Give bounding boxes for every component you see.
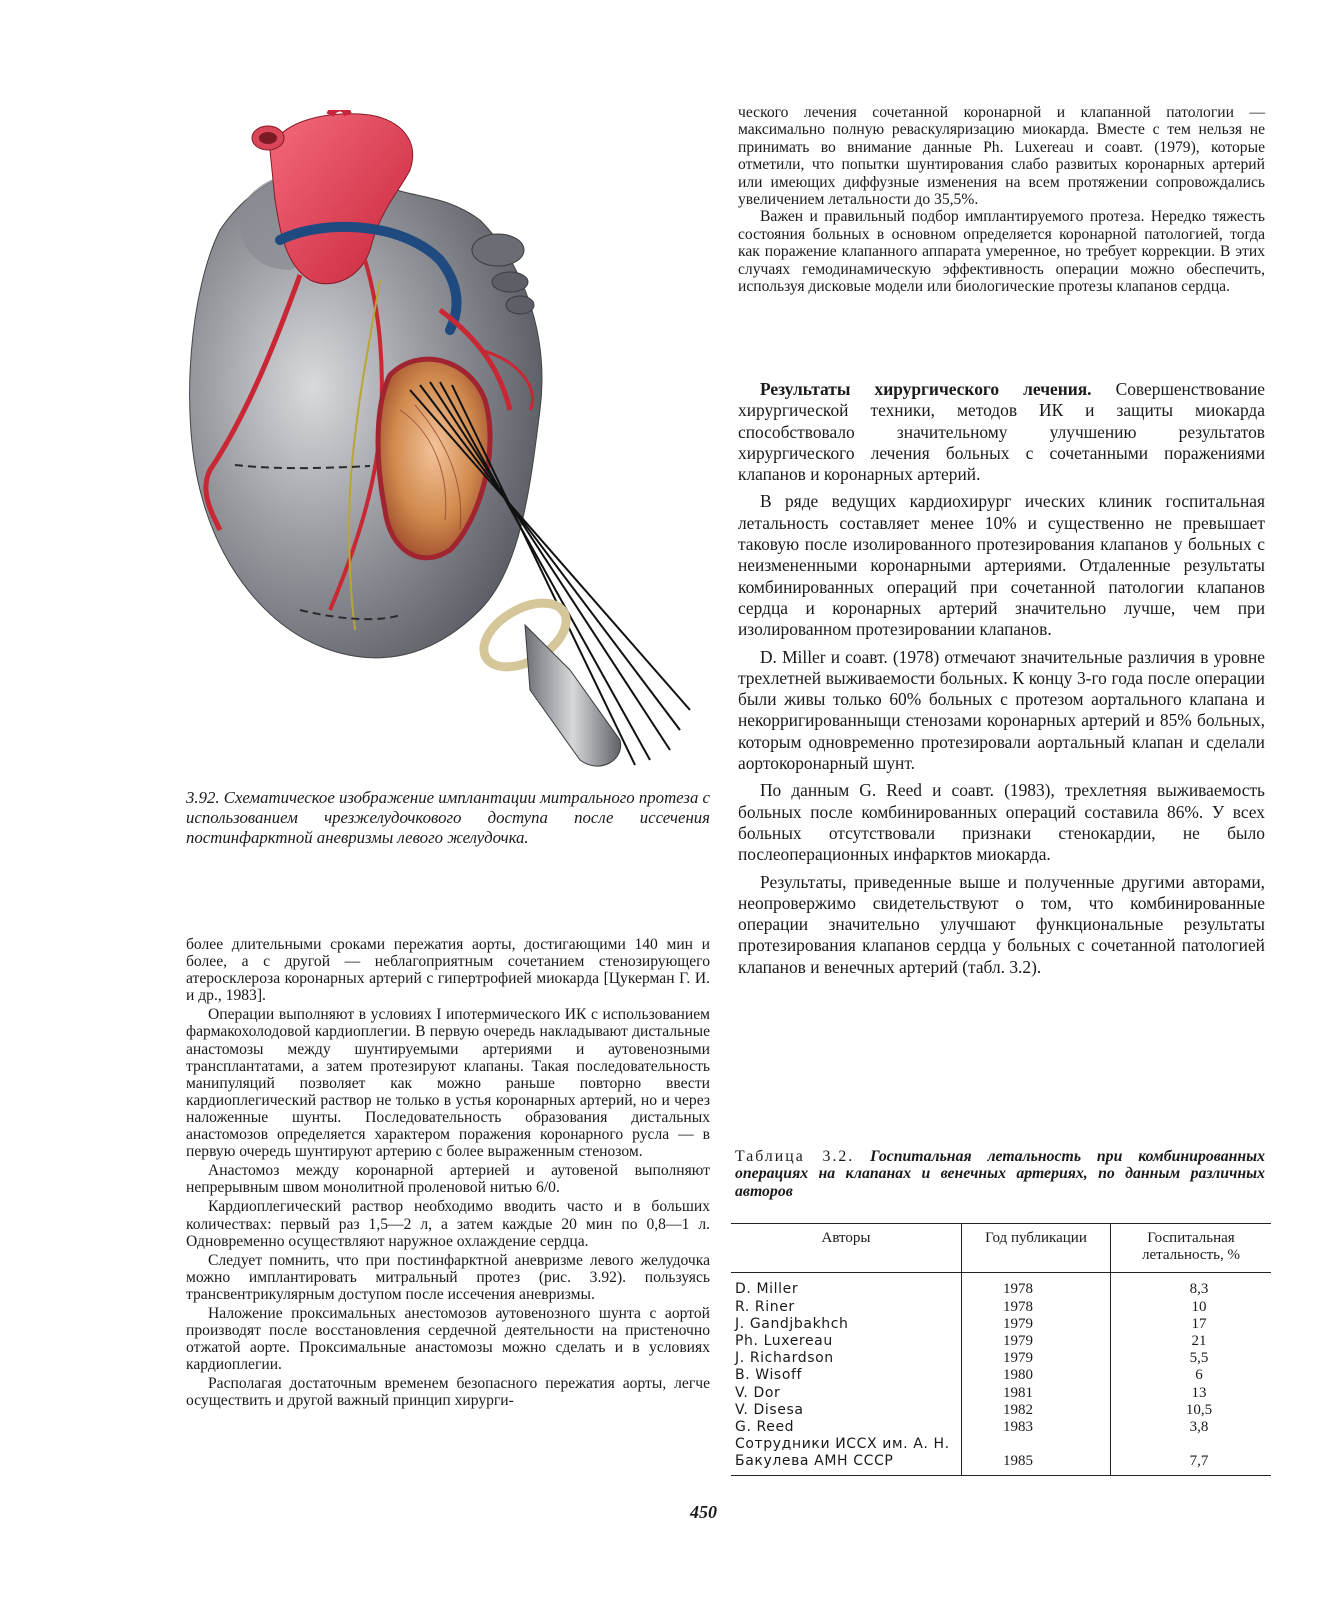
author-cell: B. Wisoff: [735, 1367, 803, 1384]
paragraph: Располагая достаточным временем безопасного пережатия аорты, легче осуществить и другой важный принцип хирурги-: [186, 1375, 710, 1410]
author-cell: Сотрудники ИССХ им. А. Н. Бакулева АМН СССР: [731, 1436, 962, 1475]
author-cell: R. Riner: [735, 1298, 795, 1315]
figure-caption-text: 3.92. Схематическое изображение имплантации митрального протеза с использованием чрезжелудочкового доступа после иссечения постинфарктной аневризмы левого желудочка.: [186, 788, 710, 848]
mortality-cell: 7,7: [1111, 1436, 1272, 1475]
year-cell: 1978: [962, 1273, 1111, 1299]
author-cell: V. Dor: [735, 1384, 781, 1401]
left-column-text: [186, 936, 710, 1410]
year-cell: 1979: [962, 1350, 1111, 1367]
year-cell: 1979: [962, 1316, 1111, 1333]
mortality-cell: 10,5: [1185, 1401, 1213, 1418]
mortality-cell: 13: [1191, 1384, 1207, 1401]
table-row: [731, 1436, 1271, 1475]
results-paragraph: [738, 379, 1265, 485]
table-row: [731, 1419, 1271, 1436]
mortality-table: [731, 1223, 1271, 1476]
mortality-cell: 5,5: [1189, 1350, 1209, 1367]
year-cell: 1980: [962, 1367, 1111, 1384]
table-label: Таблица 3.2.: [735, 1148, 855, 1165]
year-cell: 1979: [962, 1333, 1111, 1350]
paragraph: Анастомоз между коронарной артерией и аутовеной выполняют непрерывным швом монолитной проленовой нитью 6/0.: [186, 1162, 710, 1197]
page-number: 450: [690, 1502, 717, 1522]
mortality-cell: 21: [1191, 1333, 1207, 1350]
table-row: [731, 1385, 1271, 1402]
right-column-main-text: [738, 379, 1265, 978]
paragraph: По данным G. Reed и соавт. (1983), трехлетняя выживаемость больных после комбинированных операций составила 86%. У всех больных отсутствовали признаки стенокардии, не было послеоперационных инфарктов миокарда.: [738, 780, 1265, 865]
table-title: Госпитальная летальность при комбинированных операциях на клапанах и венечных артериях, по данным различных авторов: [735, 1148, 1265, 1200]
author-cell: G. Reed: [735, 1419, 795, 1436]
author-cell: D. Miller: [735, 1281, 799, 1298]
year-cell: 1983: [962, 1419, 1111, 1436]
paragraph: Важен и правильный подбор имплантируемого протеза. Нередко тяжесть состояния больных в основном определяется коронарной патологией, тогда как поражение клапанного аппарата умеренное, но требует коррекции. В этих случаях гемодинамическую эффективность операции можно обеспечить, используя дисковые модели или биологические протезы клапанов сердца.: [738, 208, 1265, 296]
results-paragraph-text: Совершенствование хирургической техники, методов ИК и защиты миокарда способствовало значительному улучшению результатов хирургического лечения больных с сочетанными поражениями клапанов и коронарных артерий.: [738, 379, 1265, 485]
paragraph: ческого лечения сочетанной коронарной и клапанной патологии — максимально полную реваскуляризацию миокарда. Вместе с тем нельзя не принимать во внимание данные Ph. Luxereau и соавт. (1979), которые отметили, что попытки шунтирования слабо развитых коронарных артерий или имеющих диффузные изменения на всем протяжении сопровождались увеличением летальности до 35,5%.: [738, 104, 1265, 209]
mortality-cell: 3,8: [1189, 1419, 1209, 1436]
right-column-top-text: [738, 104, 1265, 295]
author-cell: J. Richardson: [735, 1350, 834, 1367]
year-cell: 1978: [962, 1299, 1111, 1316]
paragraph: Наложение проксимальных анестомозов аутовенозного шунта с аортой производят после восстановления сердечной деятельности на пристеночно отжатой аорте. Проксимальные анастомозы можно сделать и в условиях кардиоплегии.: [186, 1304, 710, 1374]
prosthesis-holder: [525, 625, 621, 766]
mortality-cell: 10: [1191, 1298, 1207, 1315]
figure-caption: [186, 788, 710, 849]
mortality-cell: 17: [1191, 1315, 1207, 1332]
author-cell: Ph. Luxereau: [735, 1333, 833, 1350]
paragraph: Кардиоплегический раствор необходимо вводить часто и в больших количествах: первый раз 1,5—2 л, а затем каждые 20 мин по 0,8—1 л. Одновременно осуществляют наружное охлаждение сердца.: [186, 1198, 710, 1250]
paragraph: В ряде ведущих кардиохирург ических клиник госпитальная летальность составляет менее 10% и существенно не превышает таковую после изолированного протезирования клапанов у больных с неизмененными коронарными артериями. Отдаленные результаты комбинированных операций при сочетанной патологии клапанов сердца и коронарных артерий значительно лучше, чем при изолированном протезировании клапанов.: [738, 491, 1265, 640]
paragraph: Операции выполняют в условиях I ипотермического ИК с использованием фармакохолодовой кардиоплегии. В первую очередь накладывают дистальные анастомозы между шунтируемыми артериями и аутовенозными трансплантатами, а затем протезируют клапаны. Такая последовательность манипуляций позволяет как можно раньше повторно ввести кардиоплегический раствор не только в устья коронарных артерий, но и через наложенные шунты. Последовательность образования дистальных анастомозов определяется характером поражения коронарного русла — в первую очередь шунтируют артерию с более выраженным стенозом.: [186, 1006, 710, 1161]
table-row: [731, 1350, 1271, 1367]
header-mortality: Госпитальная летальность, %: [1111, 1224, 1272, 1273]
author-cell: J. Gandjbakhch: [735, 1315, 849, 1332]
year-cell: 1981: [962, 1385, 1111, 1402]
paragraph: Результаты, приведенные выше и полученные другими авторами, неопровержимо свидетельствуют о том, что комбинированные операции значительно улучшают функциональные результаты протезирования клапанов сердца у больных с сочетанной патологией клапанов и венечных артерий (табл. 3.2).: [738, 871, 1265, 977]
paragraph: D. Miller и соавт. (1978) отмечают значительные различия в уровне трехлетней выживаемости больных. К концу 3-го года после операции были живы только 60% больных с протезом аортального клапана и некорригированныщи стенозами коронарных артерий и 85% больных, которым одновременно протезировали аортальный клапан и сделали аортокоронарный шунт.: [738, 646, 1265, 774]
paragraph: более длительными сроками пережатия аорты, достигающими 140 мин и более, а с другой — неблагоприятным сочетанием стенозирующего атеросклероза коронарных артерий с гипертрофией миокарда [Цукерман Г. И. и др., 1983].: [186, 936, 710, 1005]
table-row: [731, 1299, 1271, 1316]
table-header-row: [731, 1224, 1271, 1273]
year-cell: 1982: [962, 1402, 1111, 1419]
mortality-cell: 6: [1195, 1367, 1203, 1384]
table-row: [731, 1273, 1271, 1299]
table-row: [731, 1333, 1271, 1350]
mortality-cell: 8,3: [1189, 1281, 1209, 1298]
table-row: [731, 1402, 1271, 1419]
header-authors: Авторы: [731, 1224, 962, 1273]
table-row: [731, 1316, 1271, 1333]
author-cell: V. Disesa: [735, 1401, 804, 1418]
section-heading: Результаты хирургического лечения.: [760, 379, 1092, 399]
header-year: Год публикации: [962, 1224, 1111, 1273]
year-cell: 1985: [962, 1436, 1111, 1475]
paragraph: Следует помнить, что при постинфарктной аневризме левого желудочка можно имплантировать митральный протез (рис. 3.92). пользуясь трансвентрикулярным доступом после иссечения аневризмы.: [186, 1251, 710, 1303]
heart-illustration: [180, 110, 710, 780]
table-row: [731, 1367, 1271, 1384]
table-caption: [735, 1148, 1265, 1200]
